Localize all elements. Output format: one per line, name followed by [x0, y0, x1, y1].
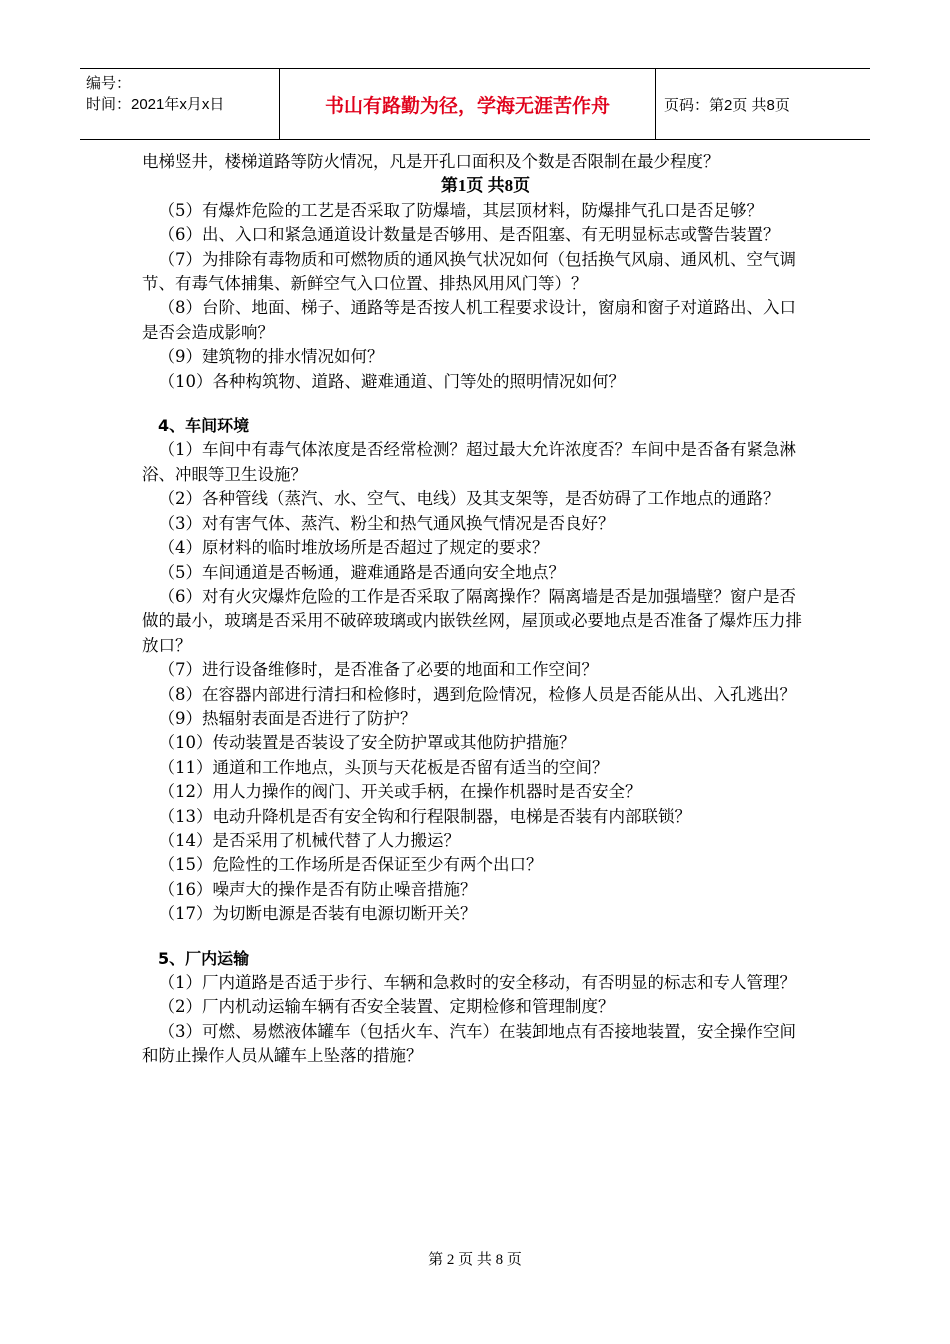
- document-body: [142, 150, 812, 1069]
- list-item: （3）对有害气体、蒸汽、粉尘和热气通风换气情况是否良好？: [158, 513, 615, 533]
- list-item: （10）各种构筑物、道路、避难通道、门等处的照明情况如何？: [158, 371, 625, 391]
- page-header: [80, 68, 870, 140]
- list-item: （9）热辐射表面是否进行了防护？: [158, 708, 417, 728]
- list-item: （11）通道和工作地点，头顶与天花板是否留有适当的空间？: [158, 757, 609, 777]
- list-item: （5）有爆炸危险的工艺是否采取了防爆墙，其层顶材料，防爆排气孔口是否足够？: [158, 200, 763, 220]
- page-footer: 第 2 页 共 8 页: [428, 1252, 522, 1268]
- items-list-b: [142, 438, 812, 926]
- date-label: 时间：2021年x月x日: [86, 96, 225, 113]
- list-item: （16）噪声大的操作是否有防止噪音措施？: [158, 879, 477, 899]
- list-item: （4）原材料的临时堆放场所是否超过了规定的要求？: [158, 538, 549, 558]
- header-meta: [80, 69, 280, 139]
- list-item: （10）传动装置是否装设了安全防护罩或其他防护措施？: [158, 733, 576, 753]
- list-item: （7）进行设备维修时，是否准备了必要的地面和工作空间？: [158, 660, 598, 680]
- page-marker: 第1页 共8页: [440, 176, 531, 196]
- list-item: （9）建筑物的排水情况如何？: [158, 347, 384, 367]
- section-title: 4、车间环境: [158, 416, 250, 436]
- list-item: （1）车间中有毒气体浓度是否经常检测？超过最大允许浓度否？车间中是否备有紧急淋浴、冲眼等卫生设施？: [142, 440, 796, 484]
- list-item: （17）为切断电源是否装有电源切断开关？: [158, 904, 477, 924]
- list-item: （6）对有火灾爆炸危险的工作是否采取了隔离操作？隔离墙是否是加强墙壁？窗户是否做的最小，玻璃是否采用不破碎玻璃或内嵌铁丝网，屋顶或必要地点是否准备了爆炸压力排放口？: [142, 586, 802, 655]
- list-item: （8）在容器内部进行清扫和检修时，遇到危险情况，检修人员是否能从出、入孔逃出？: [158, 684, 796, 704]
- list-item: （12）用人力操作的阀门、开关或手柄，在操作机器时是否安全？: [158, 782, 642, 802]
- items-list-a: [142, 199, 812, 394]
- list-item: （5）车间通道是否畅通，避难通路是否通向安全地点？: [158, 562, 565, 582]
- list-item: （13）电动升降机是否有安全钩和行程限制器，电梯是否装有内部联锁？: [158, 806, 691, 826]
- list-item: （14）是否采用了机械代替了人力搬运？: [158, 830, 460, 850]
- list-item: （2）厂内机动运输车辆有否安全装置、定期检修和管理制度？: [158, 997, 615, 1017]
- list-item: （7）为排除有毒物质和可燃物质的通风换气状况如何（包括换气风扇、通风机、空气调节、有毒气体捕集、新鲜空气入口位置、排热风用风门等）？: [142, 249, 796, 294]
- list-item: （15）危险性的工作场所是否保证至少有两个出口？: [158, 855, 543, 875]
- list-item: （3）可燃、易燃液体罐车（包括火车、汽车）在装卸地点有否接地装置，安全操作空间和防止操作人员从罐车上坠落的措施？: [142, 1021, 796, 1066]
- list-item: （1）厂内道路是否适于步行、车辆和急救时的安全移动，有否明显的标志和专人管理？: [158, 973, 796, 992]
- list-item: （6）出、入口和紧急通道设计数量是否够用、是否阻塞、有无明显标志或警告装置？: [158, 225, 780, 245]
- intro-line: 电梯竖井，楼梯道路等防火情况，凡是开孔口面积及个数是否限制在最少程度？: [142, 152, 720, 171]
- list-item: （8）台阶、地面、梯子、通路等是否按人机工程要求设计，窗扇和窗子对道路出、入口是否会造成影响？: [142, 298, 796, 342]
- list-item: （2）各种管线（蒸汽、水、空气、电线）及其支架等，是否妨碍了工作地点的通路？: [158, 489, 780, 509]
- number-label: 编号：: [86, 75, 132, 92]
- header-page-label: 页码：第2页 共8页: [664, 96, 790, 114]
- items-list-c: [142, 971, 812, 1069]
- header-motto: 书山有路勤为径，学海无涯苦作舟: [280, 69, 656, 139]
- section-title: 5、厂内运输: [158, 948, 250, 968]
